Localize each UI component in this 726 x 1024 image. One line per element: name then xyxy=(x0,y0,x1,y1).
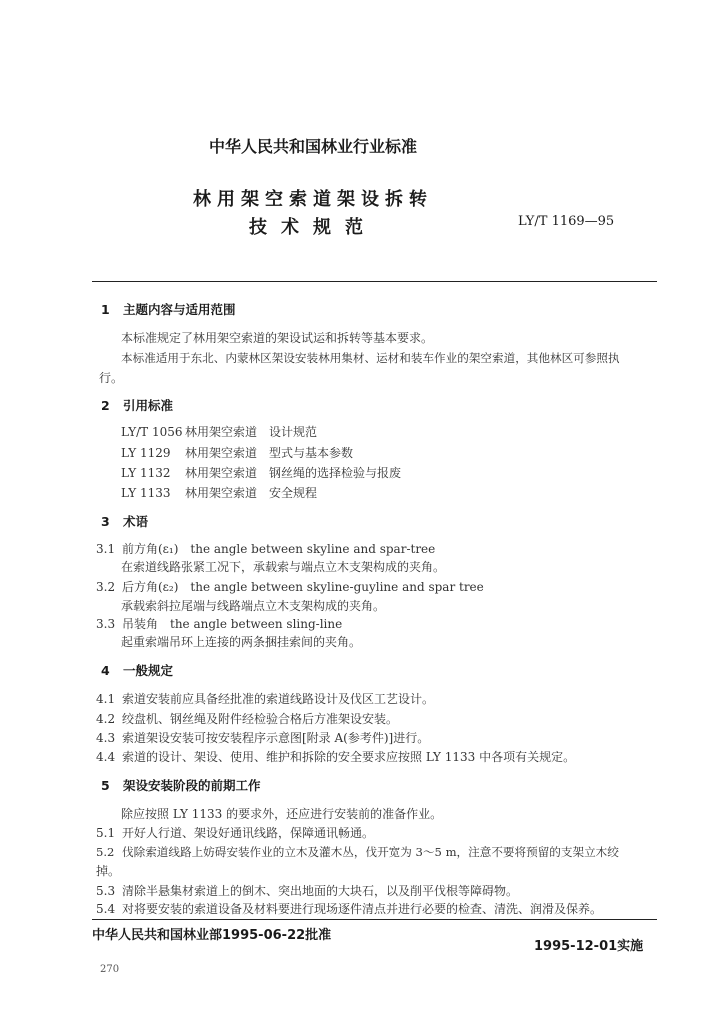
clause-number: 4.2 xyxy=(96,712,116,726)
section-1-heading xyxy=(101,300,236,318)
implementation-date: 1995-12-01实施 xyxy=(534,939,644,954)
page-number: 270 xyxy=(100,964,120,975)
section-title: 主题内容与适用范围 xyxy=(123,302,236,317)
clause-text: 绞盘机、钢丝绳及附件经检验合格后方准架设安装。 xyxy=(122,712,399,726)
reference-name: 林用架空索道 设计规范 xyxy=(185,425,318,439)
clause-5-1 xyxy=(96,824,374,841)
section-number: 3 xyxy=(101,514,110,529)
reference-name: 林用架空索道 钢丝绳的选择检验与报废 xyxy=(185,466,402,480)
clause-4-1 xyxy=(96,690,434,707)
clause-text: 清除半悬集材索道上的倒木、突出地面的大块石，以及削平伐根等障碍物。 xyxy=(122,884,519,898)
clause-5-2 xyxy=(96,844,619,860)
term-3-1-definition: 在索道线路张紧工况下，承载索与端点立木支架构成的夹角。 xyxy=(121,560,446,574)
term-3-3 xyxy=(96,615,342,632)
term-3-2 xyxy=(96,578,484,595)
clause-text: 伐除索道线路上妨碍安装作业的立木及灌木丛，伐开宽为 3～5 m，注意不要将预留的支架立木绞 xyxy=(122,845,619,859)
clause-text: 索道架设安装可按安装程序示意图[附录 A(参考件)]进行。 xyxy=(122,731,430,745)
clause-text: 对将要安装的索道设备及材料要进行现场逐件清点并进行必要的检查、清洗、润滑及保养。 xyxy=(122,902,603,916)
clause-number: 4.3 xyxy=(96,731,116,745)
section-title: 架设安装阶段的前期工作 xyxy=(123,778,261,793)
section-4-heading xyxy=(101,661,173,679)
term-3-1 xyxy=(96,540,435,557)
clause-text: 索道的设计、架设、使用、维护和拆除的安全要求应按照 LY 1133 中各项有关规定。 xyxy=(122,750,576,764)
section-1-paragraph-1: 本标准规定了林用架空索道的架设试运和拆转等基本要求。 xyxy=(121,331,434,345)
section-title: 术语 xyxy=(123,514,149,529)
clause-number: 4.1 xyxy=(96,692,116,706)
clause-text: 开好人行道、架设好通讯线路，保障通讯畅通。 xyxy=(122,826,375,840)
clause-4-3 xyxy=(96,729,429,746)
term-name: 后方角(ε₂) the angle between skyline-guyline and spar tree xyxy=(122,580,484,594)
section-1-paragraph-2-continued: 行。 xyxy=(99,371,124,385)
clause-5-2-continued: 掉。 xyxy=(96,864,121,878)
clause-4-2 xyxy=(96,710,398,727)
reference-item xyxy=(121,484,317,501)
reference-name: 林用架空索道 型式与基本参数 xyxy=(185,446,354,460)
section-3-heading xyxy=(101,512,148,530)
clause-5-4 xyxy=(96,900,602,917)
issuing-authority: 中华人民共和国林业行业标准 xyxy=(208,137,417,156)
section-5-heading xyxy=(101,776,261,794)
term-number: 3.1 xyxy=(96,542,116,556)
section-5-intro: 除应按照 LY 1133 的要求外，还应进行安装前的准备作业。 xyxy=(121,807,443,821)
section-2-heading xyxy=(101,396,173,414)
section-1-paragraph-2: 本标准适用于东北、内蒙林区架设安装林用集材、运材和装车作业的架空索道，其他林区可参照执 xyxy=(121,351,620,365)
reference-name: 林用架空索道 安全规程 xyxy=(185,486,318,500)
term-number: 3.3 xyxy=(96,617,116,631)
reference-code: LY 1129 xyxy=(121,446,171,460)
reference-code: LY/T 1056 xyxy=(121,425,183,439)
document-title-line2: 技术规范 xyxy=(249,217,377,238)
clause-number: 5.4 xyxy=(96,902,116,916)
clause-text: 索道安装前应具备经批准的索道线路设计及伐区工艺设计。 xyxy=(122,692,435,706)
section-number: 1 xyxy=(101,302,110,317)
footer-divider xyxy=(92,919,657,920)
clause-5-3 xyxy=(96,882,518,899)
section-number: 5 xyxy=(101,778,110,793)
section-number: 2 xyxy=(101,398,110,413)
header-divider xyxy=(92,281,657,282)
term-name: 前方角(ε₁) the angle between skyline and spar-tree xyxy=(122,542,436,556)
clause-number: 5.2 xyxy=(96,845,115,859)
reference-item xyxy=(121,444,353,461)
term-number: 3.2 xyxy=(96,580,116,594)
term-3-2-definition: 承载索斜拉尾端与线路端点立木支架构成的夹角。 xyxy=(121,599,386,613)
reference-code: LY 1132 xyxy=(121,466,171,480)
clause-number: 4.4 xyxy=(96,750,116,764)
reference-item xyxy=(121,423,317,440)
document-title-line1: 林用架空索道架设拆转 xyxy=(193,189,433,210)
standard-code: LY/T 1169—95 xyxy=(518,214,615,229)
approval-line: 中华人民共和国林业部1995-06-22批准 xyxy=(92,928,332,943)
clause-number: 5.3 xyxy=(96,884,116,898)
section-title: 一般规定 xyxy=(123,663,174,678)
clause-4-4 xyxy=(96,748,575,765)
term-name: 吊装角 the angle between sling-line xyxy=(122,617,343,631)
term-3-3-definition: 起重索端吊环上连接的两条捆挂索间的夹角。 xyxy=(121,635,362,649)
reference-code: LY 1133 xyxy=(121,486,171,500)
section-number: 4 xyxy=(101,663,110,678)
clause-number: 5.1 xyxy=(96,826,116,840)
section-title: 引用标准 xyxy=(123,398,174,413)
reference-item xyxy=(121,464,401,481)
